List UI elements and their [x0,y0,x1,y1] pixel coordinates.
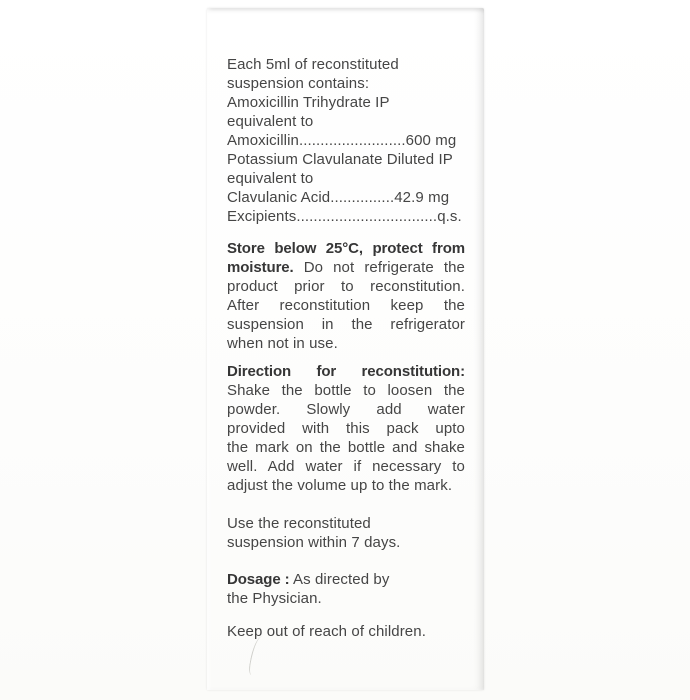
clavulanic-strength-line: Clavulanic Acid...............42.9 mg [227,189,450,206]
keep-away-warning [227,622,465,641]
usage-period-note [227,514,465,552]
text-line: Potassium Clavulanate Diluted IP [227,151,453,168]
text-line: product prior to reconstitution. [227,278,465,295]
text-line: Direction for reconstitution: [227,363,465,380]
text-line: Each 5ml of reconstituted [227,56,399,73]
text-line: well. Add water if necessary to [227,458,465,475]
label-scratch-mark [248,635,268,677]
medicine-label [207,8,484,690]
amoxicillin-strength-line: Amoxicillin.........................600 mg [227,132,457,149]
text-line: equivalent to [227,170,314,187]
reconstitution-directions [227,362,465,495]
text-line: Dosage : As directed by [227,571,390,588]
text-line: suspension within 7 days. [227,534,401,551]
text-line: moisture. Do not refrigerate the [227,259,465,276]
composition-block [227,55,465,226]
storage-instructions [227,239,465,353]
text-line: the Physician. [227,590,322,607]
text-line: the mark on the bottle and shake [227,439,465,456]
dosage-block [227,570,465,608]
text-line: Amoxicillin Trihydrate IP [227,94,390,111]
label-text [227,8,465,641]
text-line: Store below 25°C, protect from [227,240,465,257]
text-line: Shake the bottle to loosen the [227,382,465,399]
text-line: suspension in the refrigerator [227,316,465,333]
text-line: Keep out of reach of children. [227,623,426,640]
text-line: suspension contains: [227,75,370,92]
text-line: powder. Slowly add water [227,401,465,418]
excipients-line: Excipients.................................q.s. [227,208,462,225]
text-line: adjust the volume up to the mark. [227,477,453,494]
text-line: Use the reconstituted [227,515,371,532]
text-line: provided with this pack upto [227,420,465,437]
text-line: when not in use. [227,335,338,352]
text-line: After reconstitution keep the [227,297,465,314]
text-line: equivalent to [227,113,314,130]
